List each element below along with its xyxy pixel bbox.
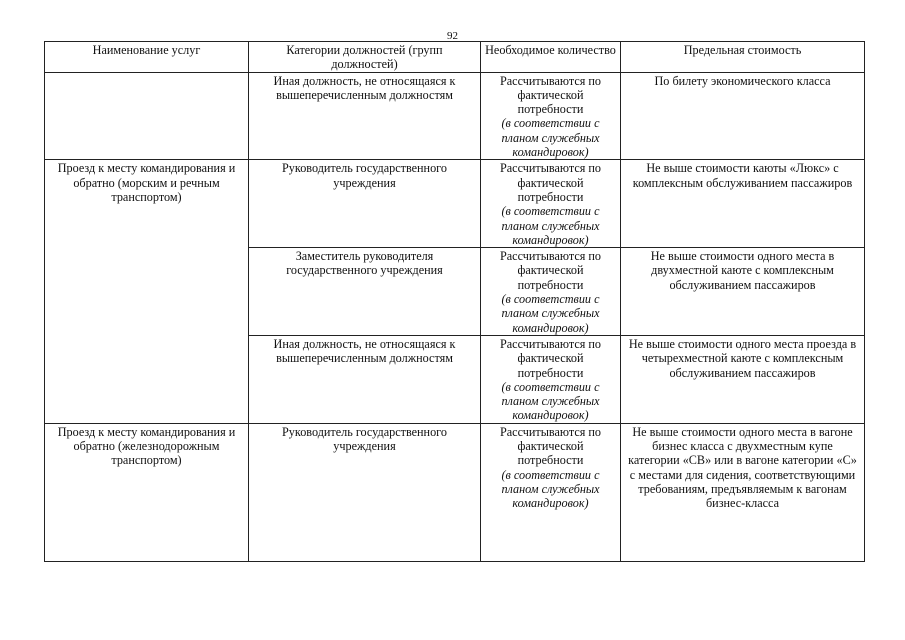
table-row xyxy=(45,423,865,561)
quantity-cell xyxy=(481,335,621,423)
limit-cell: Не выше стоимости каюты «Люкс» с комплексным обслуживанием пассажиров xyxy=(621,160,865,248)
quantity-text: Рассчитываются по фактической потребности xyxy=(499,73,602,117)
table-row xyxy=(45,160,865,248)
category-cell: Руководитель государственного учреждения xyxy=(249,423,481,561)
limit-cell: Не выше стоимости одного места в двухместной каюте с комплексным обслуживанием пассажиров xyxy=(621,248,865,336)
page-number: 92 xyxy=(447,30,458,42)
service-cell: Проезд к месту командирования и обратно (железнодорожным транспортом) xyxy=(45,423,249,561)
quantity-cell xyxy=(481,160,621,248)
header-category: Категории должностей (групп должностей) xyxy=(249,42,481,73)
quantity-text: Рассчитываются по фактической потребности xyxy=(499,249,602,292)
category-cell: Иная должность, не относящаяся к вышеперечисленным должностям xyxy=(249,335,481,423)
limit-cell: По билету экономического класса xyxy=(621,72,865,160)
quantity-cell xyxy=(481,423,621,561)
quantity-note: (в соответствии с планом служебных командировок) xyxy=(501,467,600,511)
header-limit: Предельная стоимость xyxy=(621,42,865,73)
service-cell xyxy=(45,72,249,160)
quantity-note: (в соответствии с планом служебных командировок) xyxy=(501,204,600,247)
services-table xyxy=(44,41,865,562)
table-header-row xyxy=(45,42,865,73)
category-cell: Руководитель государственного учреждения xyxy=(249,160,481,248)
limit-cell: Не выше стоимости одного места в вагоне бизнес класса с двухместным купе категории «СВ» или в вагоне категории «С» с местами для сидения, соответствующими требованиям, предъявляемым к вагонам бизнес-класса xyxy=(621,423,865,561)
quantity-note: (в соответствии с планом служебных командировок) xyxy=(501,292,600,335)
quantity-text: Рассчитываются по фактической потребности xyxy=(499,424,602,468)
quantity-cell xyxy=(481,248,621,336)
quantity-cell xyxy=(481,72,621,160)
quantity-text: Рассчитываются по фактической потребности xyxy=(499,161,602,204)
quantity-text: Рассчитываются по фактической потребности xyxy=(499,336,602,380)
limit-cell: Не выше стоимости одного места проезда в четырехместной каюте с комплексным обслуживанием пассажиров xyxy=(621,335,865,423)
service-cell: Проезд к месту командирования и обратно (морским и речным транспортом) xyxy=(45,160,249,423)
header-service: Наименование услуг xyxy=(45,42,249,73)
quantity-note: (в соответствии с планом служебных командировок) xyxy=(501,116,600,160)
category-cell: Заместитель руководителя государственного учреждения xyxy=(249,248,481,336)
category-cell: Иная должность, не относящаяся к вышеперечисленным должностям xyxy=(249,72,481,160)
quantity-note: (в соответствии с планом служебных командировок) xyxy=(501,379,600,423)
header-quantity: Необходимое количество xyxy=(481,42,621,73)
table-row xyxy=(45,72,865,160)
